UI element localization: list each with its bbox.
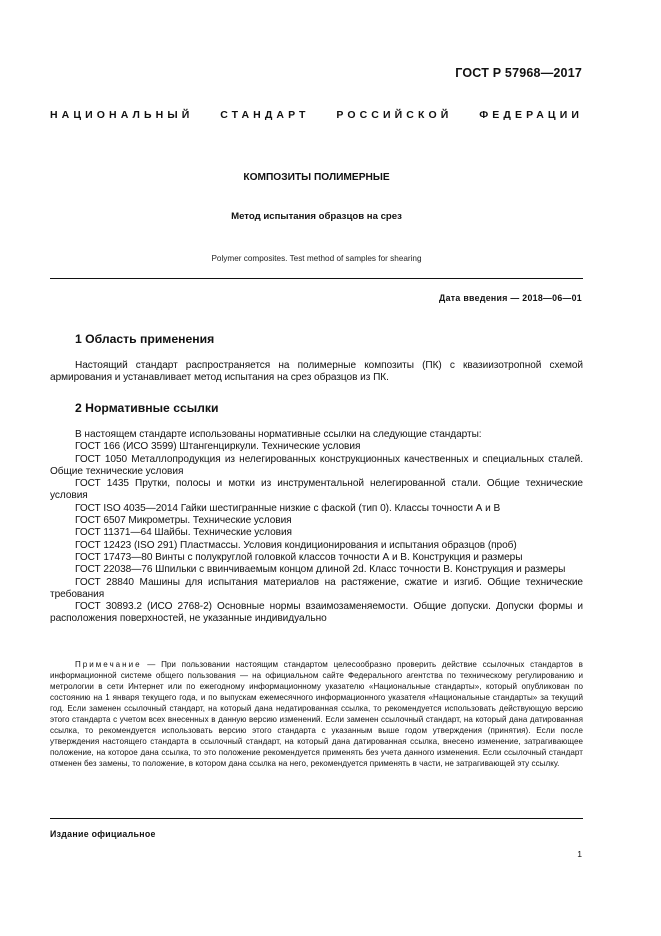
title-divider <box>50 278 583 279</box>
references-intro: В настоящем стандарте использованы нормативные ссылки на следующие стандарты: <box>75 429 482 440</box>
page-number: 1 <box>577 849 582 859</box>
scope-section <box>50 360 583 385</box>
document-title: КОМПОЗИТЫ ПОЛИМЕРНЫЕ <box>243 172 390 183</box>
english-title: Polymer composites. Test method of samples for shearing <box>211 254 422 263</box>
reference-note <box>50 659 583 769</box>
reference-entry: ГОСТ 28840 Машины для испытания материалов на растяжение, сжатие и изгиб. Общие технические требования <box>50 576 583 600</box>
scope-paragraph: Настоящий стандарт распространяется на полимерные композиты (ПК) с квазиизотропной схемой армирования и устанавливает метод испытания на срез образцов из ПК. <box>50 360 583 384</box>
section-heading-normative-references: 2 Нормативные ссылки <box>75 401 219 415</box>
section-heading-scope: 1 Область применения <box>75 332 215 346</box>
reference-entry: ГОСТ ISO 4035—2014 Гайки шестигранные низкие с фаской (тип 0). Классы точности А и В <box>75 502 501 514</box>
document-number: ГОСТ Р 57968—2017 <box>455 66 582 80</box>
reference-entry: ГОСТ 17473—80 Винты с полукруглой головкой классов точности А и В. Конструкция и размеры <box>75 551 523 563</box>
reference-entry: ГОСТ 1050 Металлопродукция из нелегированных конструкционных качественных и специальных сталей. Общие технические условия <box>50 453 583 477</box>
effective-date: Дата введения — 2018—06—01 <box>439 293 582 303</box>
national-standard-banner: НАЦИОНАЛЬНЫЙ СТАНДАРТ РОССИЙСКОЙ ФЕДЕРАЦИИ <box>50 109 583 121</box>
reference-entry: ГОСТ 166 (ИСО 3599) Штангенциркули. Технические условия <box>75 441 361 453</box>
reference-entry: ГОСТ 12423 (ISO 291) Пластмассы. Условия кондиционирования и испытания образцов (проб) <box>75 539 517 551</box>
document-subtitle: Метод испытания образцов на срез <box>231 211 402 222</box>
reference-entry: ГОСТ 22038—76 Шпильки с ввинчиваемым концом длиной 2d. Класс точности В. Конструкция и размеры <box>75 564 566 576</box>
reference-entry: ГОСТ 1435 Прутки, полосы и мотки из инструментальной нелегированной стали. Общие технические условия <box>50 478 583 502</box>
footer-divider <box>50 818 583 819</box>
note-label: Примечание <box>75 660 142 669</box>
reference-entry: ГОСТ 6507 Микрометры. Технические условия <box>75 515 292 527</box>
note-text: — При пользовании настоящим стандартом целесообразно проверить действие ссылочных стандартов в информационной системе общего пользования — на официальном сайте Федерального агентства по техническому регулированию и метрологии в сети Интернет или по ежегодному информационному указателю «Национальные стандарты», который опубликован по состоянию на 1 января текущего года, и по выпускам ежемесячного информационного указателя «Национальные стандарты» за текущий год. Если заменен ссылочный стандарт, на который дана недатированная ссылка, то рекомендуется использовать действующую версию этого стандарта с учетом всех внесенных в данную версию изменений. Если заменен ссылочный стандарт, на который дана датированная ссылка, то рекомендуется использовать версию этого стандарта с указанным выше годом утверждения (принятия). Если после утверждения настоящего стандарта в ссылочный стандарт, на который дана датированная ссылка, внесено изменение, затрагивающее положение, на которое дана ссылка, то это положение рекомендуется применять без учета данного изменения. Если ссылочный стандарт отменен без замены, то положение, в котором дана ссылка на него, рекомендуется применять в части, не затрагивающей эту ссылку. <box>50 660 583 769</box>
official-publication-label: Издание официальное <box>50 829 156 839</box>
normative-references-section <box>50 429 583 626</box>
reference-entry: ГОСТ 30893.2 (ИСО 2768-2) Основные нормы взаимозаменяемости. Общие допуски. Допуски формы и расположения поверхностей, не указанные индивидуально <box>50 601 583 625</box>
reference-entry: ГОСТ 11371—64 Шайбы. Технические условия <box>75 527 292 539</box>
